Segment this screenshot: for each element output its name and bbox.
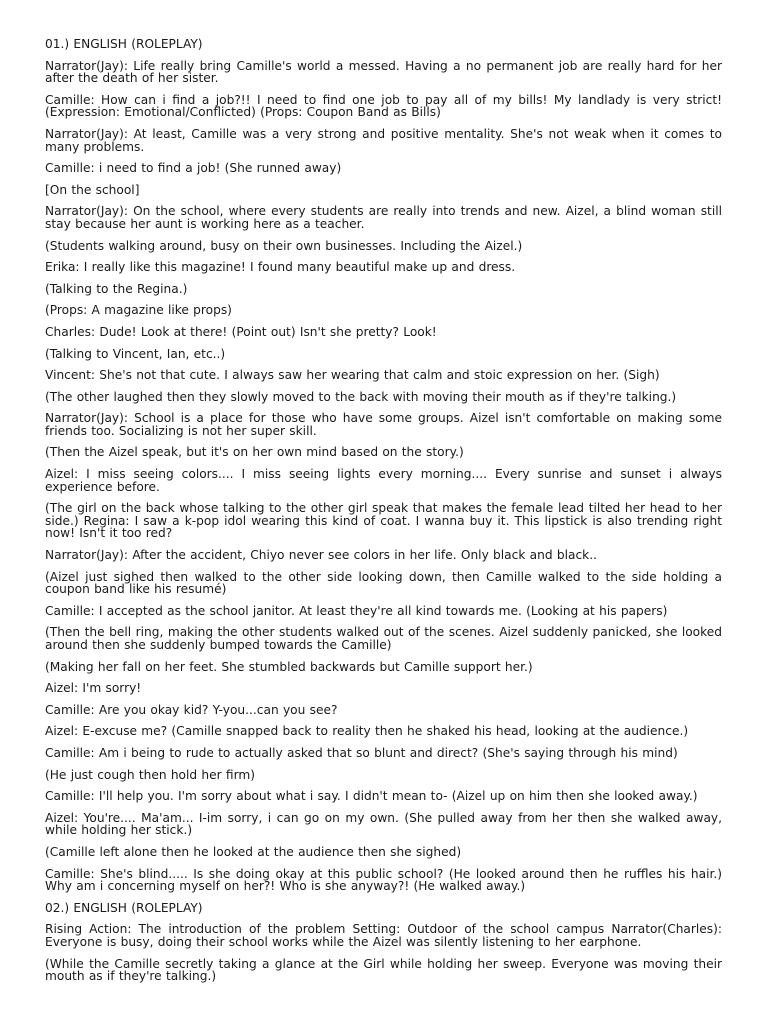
document-paragraph: Rising Action: The introduction of the problem Setting: Outdoor of the school campus Narrator(Charles): Everyone is busy, doing their school works while the Aizel was silently listening to her earphone. <box>45 922 722 949</box>
document-paragraph: (Props: A magazine like props) <box>45 303 232 318</box>
document-paragraph: Narrator(Jay): At least, Camille was a very strong and positive mentality. She's not weak when it comes to many problems. <box>45 126 722 154</box>
document-paragraph: (While the Camille secretly taking a glance at the Girl while holding her sweep. Everyone was moving their mouth as if they're talking.) <box>45 956 722 984</box>
document-paragraph: (Camille left alone then he looked at the audience then she sighed) <box>45 844 462 859</box>
document-paragraph: Charles: Dude! Look at there! (Point out) Isn't she pretty? Look! <box>45 324 437 339</box>
document-paragraph: Camille: I accepted as the school janitor. At least they're all kind towards me. (Looking at his papers) <box>45 603 668 618</box>
document-paragraph: Camille: She's blind..... Is she doing okay at this public school? (He looked around then he ruffles his hair.) Why am i concerning myself on her?! Who is she anyway?! (He walked away.) <box>45 866 722 894</box>
document-paragraph: Narrator(Jay): Life really bring Camille's world a messed. Having a no permanent job are really hard for her after the death of her sister. <box>45 58 722 86</box>
document-paragraph: (Then the Aizel speak, but it's on her own mind based on the story.) <box>45 445 464 460</box>
document-paragraph: Camille: i need to find a job! (She runned away) <box>45 161 342 176</box>
document-paragraph: (Talking to Vincent, Ian, etc..) <box>45 346 226 361</box>
document-paragraph: Narrator(Jay): On the school, where every students are really into trends and new. Aizel, a blind woman still stay because her aunt is working here as a teacher. <box>45 204 722 231</box>
document-paragraph: Camille: I'll help you. I'm sorry about what i say. I didn't mean to- (Aizel up on him then she looked away.) <box>45 789 698 804</box>
document-paragraph: Erika: I really like this magazine! I found many beautiful make up and dress. <box>45 260 516 275</box>
document-paragraph: (Talking to the Regina.) <box>45 281 188 296</box>
document-paragraph: Camille: Am i being to rude to actually asked that so blunt and direct? (She's saying through his mind) <box>45 745 678 760</box>
document-paragraph: (Then the bell ring, making the other students walked out of the scenes. Aizel suddenly panicked, she looked around then she suddenly bumped towards the Camille) <box>45 625 722 652</box>
document-paragraph: Aizel: I'm sorry! <box>45 681 142 696</box>
document-page <box>45 38 722 992</box>
document-paragraph: Camille: How can i find a job?!! I need to find one job to pay all of my bills! My landlady is very strict! (Expression: Emotional/Conflicted) (Props: Coupon Band as Bills) <box>45 92 722 120</box>
document-paragraph: (Aizel just sighed then walked to the other side looking down, then Camille walked to the side holding a coupon band like his resumé) <box>45 569 722 597</box>
document-paragraph: Narrator(Jay): After the accident, Chiyo never see colors in her life. Only black and black.. <box>45 548 597 563</box>
document-paragraph: Camille: Are you okay kid? Y-you...can you see? <box>45 702 338 717</box>
document-paragraph: Aizel: E-excuse me? (Camille snapped back to reality then he shaked his head, looking at the audience.) <box>45 724 689 739</box>
document-paragraph: Vincent: She's not that cute. I always saw her wearing that calm and stoic expression on her. (Sigh) <box>45 368 660 383</box>
document-paragraph: (Students walking around, busy on their own businesses. Including the Aizel.) <box>45 238 523 253</box>
document-paragraph: Aizel: I miss seeing colors.... I miss seeing lights every morning.... Every sunrise and sunset i always experience before. <box>45 467 722 494</box>
document-paragraph: 02.) ENGLISH (ROLEPLAY) <box>45 900 203 915</box>
document-paragraph: (The girl on the back whose talking to the other girl speak that makes the female lead tilted her head to her side.) Regina: I saw a k-pop idol wearing this kind of coat. I wanna buy it. This lipstick is also trending right now! Isn't it too red? <box>45 501 722 541</box>
document-paragraph: (Making her fall on her feet. She stumbled backwards but Camille support her.) <box>45 659 533 674</box>
document-paragraph: Aizel: You're.... Ma'am... I-im sorry, i can go on my own. (She pulled away from her then she walked away, while holding her stick.) <box>45 810 722 838</box>
document-paragraph: [On the school] <box>45 182 140 197</box>
document-paragraph: 01.) ENGLISH (ROLEPLAY) <box>45 37 203 51</box>
document-paragraph: (He just cough then hold her firm) <box>45 767 256 782</box>
document-paragraph: Narrator(Jay): School is a place for those who have some groups. Aizel isn't comfortable on making some friends too. Socializing is not her super skill. <box>45 411 722 438</box>
document-paragraph: (The other laughed then they slowly moved to the back with moving their mouth as if they're talking.) <box>45 389 677 404</box>
